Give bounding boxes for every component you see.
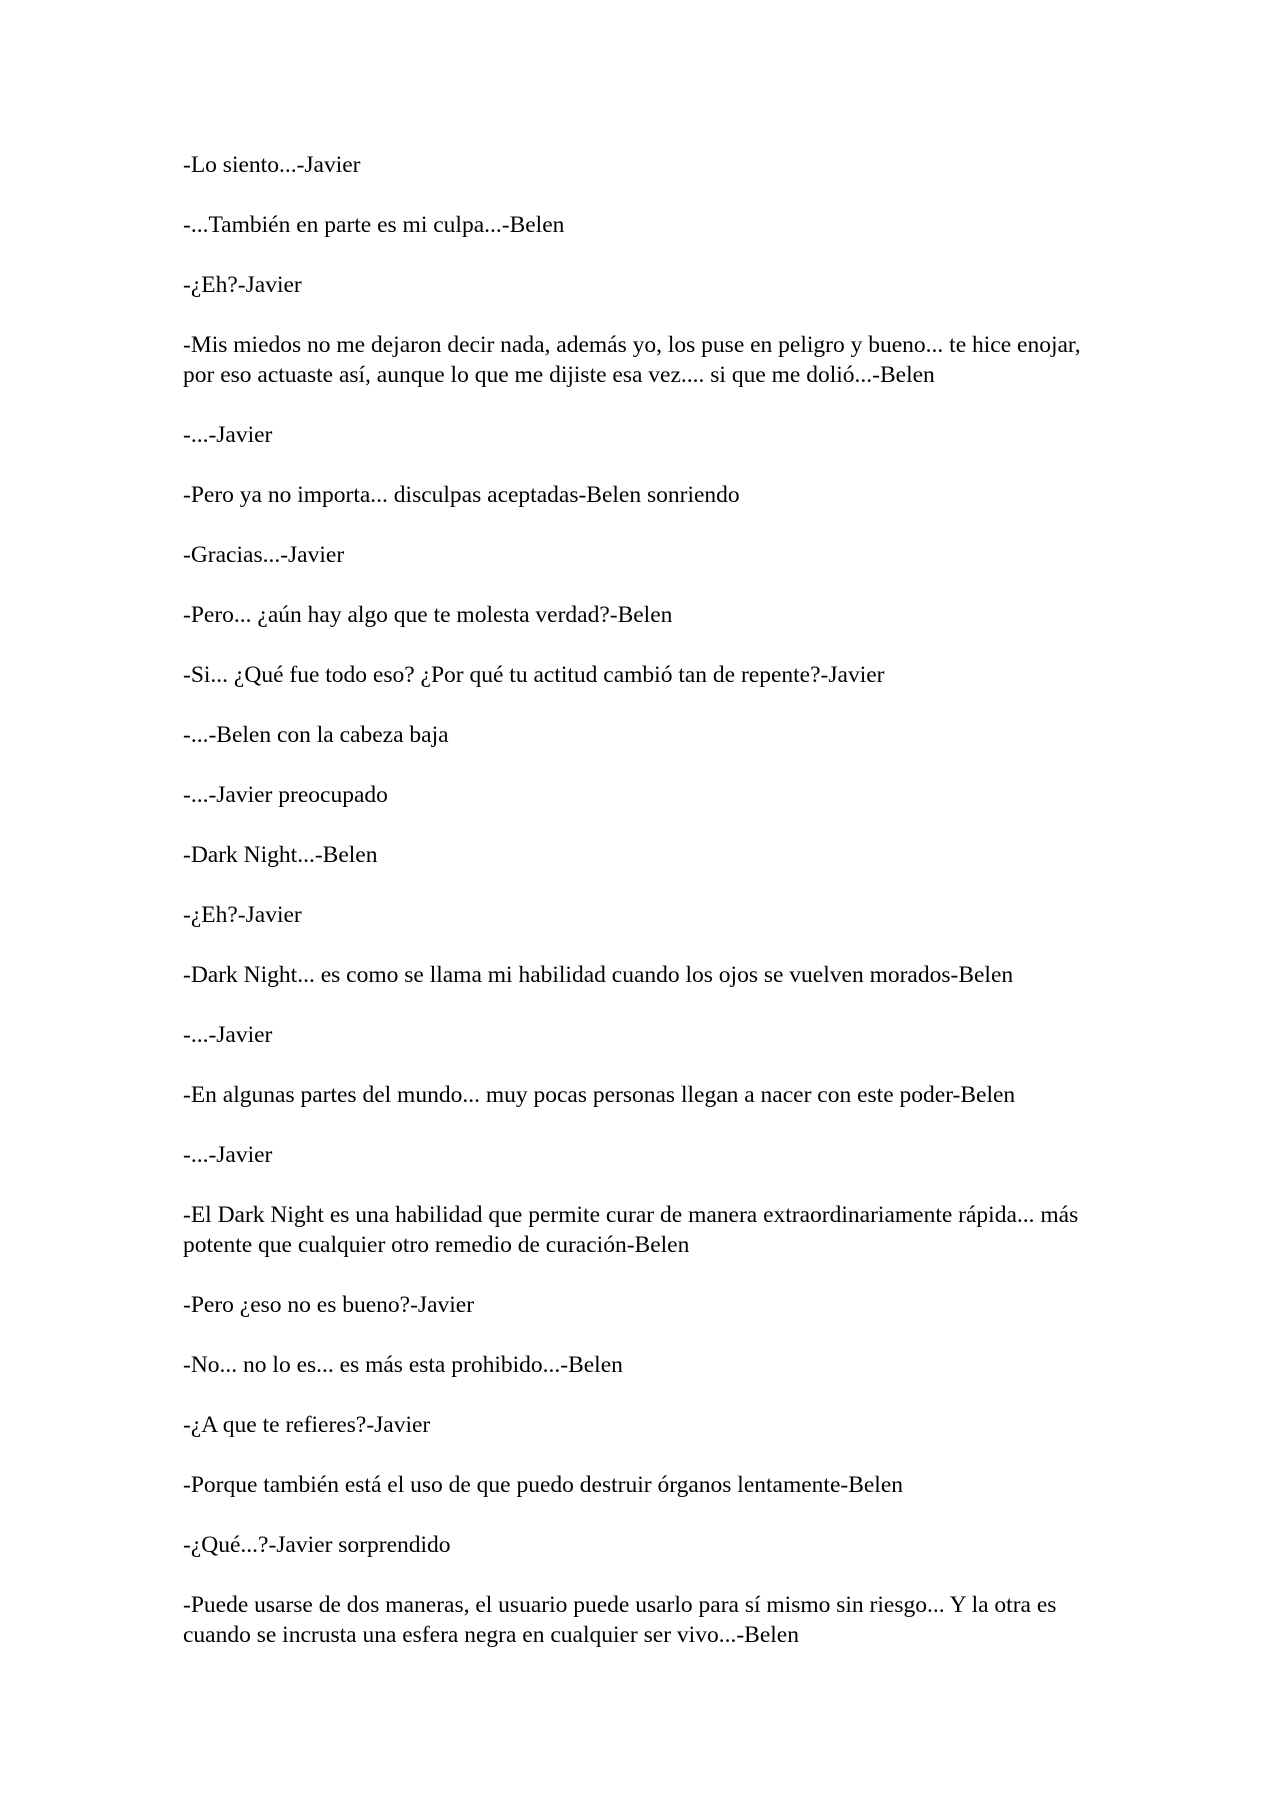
paragraph: -Gracias...-Javier [183,542,345,568]
paragraph: -Dark Night...-Belen [183,842,378,868]
paragraph: -¿A que te refieres?-Javier [183,1412,431,1438]
paragraph: -¿Eh?-Javier [183,272,302,298]
paragraph: -Porque también está el uso de que puedo destruir órganos lentamente-Belen [183,1472,904,1498]
paragraph: -En algunas partes del mundo... muy pocas personas llegan a nacer con este poder-Belen [183,1082,1016,1108]
document-body [183,150,1103,1680]
paragraph: -Pero ¿eso no es bueno?-Javier [183,1292,475,1318]
paragraph: -...-Belen con la cabeza baja [183,722,449,748]
paragraph: -Si... ¿Qué fue todo eso? ¿Por qué tu actitud cambió tan de repente?-Javier [183,662,885,688]
paragraph: -Puede usarse de dos maneras, el usuario puede usarlo para sí mismo sin riesgo... Y la otra es cuando se incrusta una esfera negra en cualquier ser vivo...-Belen [183,1592,1057,1648]
paragraph: -Mis miedos no me dejaron decir nada, además yo, los puse en peligro y bueno... te hice enojar, por eso actuaste así, aunque lo que me dijiste esa vez.... si que me dolió...-Belen [183,332,1081,388]
paragraph: -¿Qué...?-Javier sorprendido [183,1532,451,1558]
paragraph: -...-Javier preocupado [183,782,388,808]
paragraph: -...-Javier [183,1142,273,1168]
paragraph: -...También en parte es mi culpa...-Belen [183,212,565,238]
paragraph: -Pero... ¿aún hay algo que te molesta verdad?-Belen [183,602,673,628]
paragraph: -Dark Night... es como se llama mi habilidad cuando los ojos se vuelven morados-Belen [183,962,1014,988]
paragraph: -Lo siento...-Javier [183,152,361,178]
paragraph: -El Dark Night es una habilidad que permite curar de manera extraordinariamente rápida... más potente que cualquier otro remedio de curación-Belen [183,1202,1079,1258]
paragraph: -...-Javier [183,1022,273,1048]
paragraph: -Pero ya no importa... disculpas aceptadas-Belen sonriendo [183,482,740,508]
paragraph: -No... no lo es... es más esta prohibido...-Belen [183,1352,623,1378]
paragraph: -¿Eh?-Javier [183,902,302,928]
paragraph: -...-Javier [183,422,273,448]
